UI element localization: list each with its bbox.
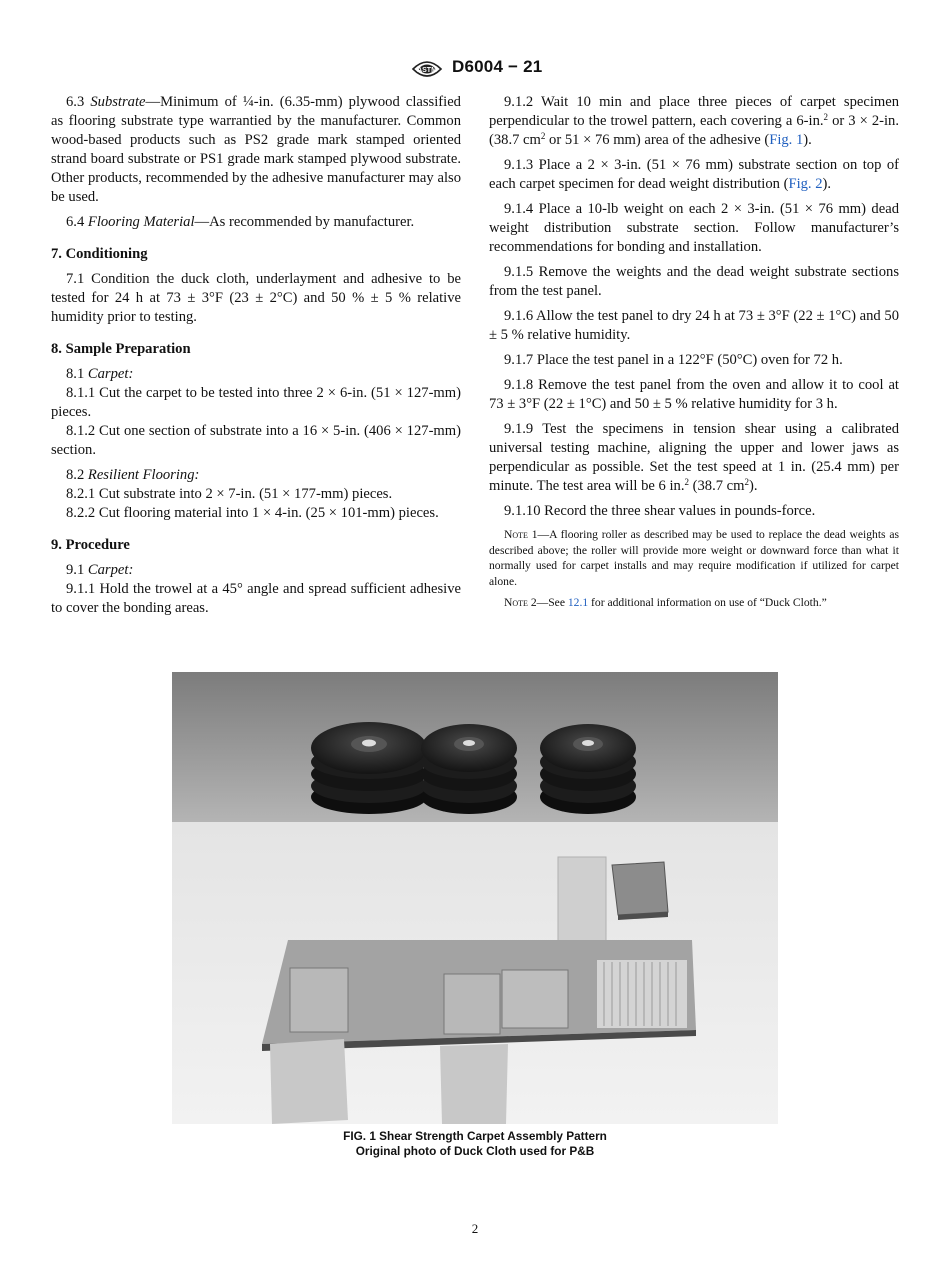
weight-stack-right — [540, 724, 636, 814]
figure-caption-title: FIG. 1 Shear Strength Carpet Assembly Pattern — [343, 1129, 607, 1143]
section-9-1-2: 9.1.2 Wait 10 min and place three pieces of carpet specimen perpendicular to the trowel pattern, each covering a 6-in.$^2$ or 3 × 2-in. (38.7 $cm^2$ or 51 × 76 mm) area of the adhesive (Fig. 1). — [489, 94, 899, 148]
section-12-1-link[interactable]: 12.1 — [567, 596, 589, 609]
figure-1-photo — [172, 672, 778, 1124]
section-9-1-1: 9.1.1 Hold the trowel at a 45° angle and spread sufficient adhesive to cover the bonding areas. — [51, 581, 461, 616]
weight-stack-middle — [421, 724, 517, 814]
section-9-1-6: 9.1.6 Allow the test panel to dry 24 h at 73 ± 3°F (22 ± 1°C) and 50 ± 5 % relative humidity. — [489, 308, 899, 343]
right-column — [489, 93, 899, 617]
note-2: Note 2—See 12.1 for additional information on use of “Duck Cloth.” — [504, 596, 827, 609]
section-6-4: 6.4 Flooring Material—As recommended by manufacturer. — [66, 214, 415, 230]
section-9-1-10: 9.1.10 Record the three shear values in pounds-force. — [504, 503, 816, 519]
section-8-2-2: 8.2.2 Cut flooring material into 1 × 4-in. (25 × 101-mm) pieces. — [66, 505, 439, 521]
left-column — [51, 93, 461, 624]
fig-1-link[interactable]: Fig. 1 — [769, 132, 804, 148]
section-6-3: 6.3 Substrate—Minimum of ¼-in. (6.35-mm) plywood classified as flooring substrate type warrantied by the manufacturer. Common wood-based products such as PS2 grade mark stamped oriented strand board substrate or PS1 grade mark stamped plywood substrate. Other products, recommended by the adhesive manufacturer may also be used. — [51, 94, 461, 205]
section-9-1-5: 9.1.5 Remove the weights and the dead weight substrate sections from the test panel. — [489, 264, 899, 299]
section-8-1-1: 8.1.1 Cut the carpet to be tested into three 2 × 6-in. (51 × 127-mm) pieces. — [51, 385, 461, 420]
section-9-1-4: 9.1.4 Place a 10-lb weight on each 2 × 3-in. (51 × 76 mm) dead weight distribution substrate section. Follow manufacturer’s recommendations for bonding and installation. — [489, 201, 899, 255]
note-1: Note 1—A flooring roller as described may be used to replace the dead weights as described above; the roller will provide more weight or downward force than what it normally used for carpet installs and may require modification if utilized for carpet alone. — [489, 528, 900, 588]
section-7-1: 7.1 Condition the duck cloth, underlayment and adhesive to be tested for 24 h at 73 ± 3°F (23 ± 2°C) and 50 % ± 5 % relative humidity prior to testing. — [51, 271, 461, 325]
section-8-2-1: 8.2.1 Cut substrate into 2 × 7-in. (51 × 177-mm) pieces. — [66, 486, 393, 502]
section-9-1-7: 9.1.7 Place the test panel in a 122°F (50°C) oven for 72 h. — [504, 352, 843, 368]
section-8-1: 8.1 Carpet: — [66, 366, 134, 382]
heading-procedure: 9. Procedure — [51, 537, 130, 553]
section-8-2: 8.2 Resilient Flooring: — [66, 467, 200, 483]
document-id: D6004 − 21 — [452, 57, 543, 76]
section-9-1: 9.1 Carpet: — [66, 562, 134, 578]
svg-text:ASTM: ASTM — [417, 67, 437, 74]
loose-duck-cloth-strip — [558, 857, 606, 941]
section-9-1-8: 9.1.8 Remove the test panel from the oven and allow it to cool at 73 ± 3°F (22 ± 1°C) and 50 ± 5 % relative humidity for 3 h. — [489, 377, 899, 412]
page-number: 2 — [471, 1221, 479, 1236]
carpet-specimen-middle — [440, 974, 508, 1124]
astm-logo-icon — [410, 56, 444, 82]
figure-caption-subtitle: Original photo of Duck Cloth used for P&B — [355, 1144, 595, 1158]
section-8-1-2: 8.1.2 Cut one section of substrate into a 16 × 5-in. (406 × 127-mm) section. — [51, 423, 461, 458]
page-header — [0, 56, 950, 82]
section-9-1-9: 9.1.9 Test the specimens in tension shear using a calibrated universal testing machine, aligning the upper and lower jaws as perpendicular as possible. Set the test speed at 1 in. (25.4 mm) per minute. The test area will be 6 in.$^2$ (38.7 $cm^2$). — [489, 421, 899, 494]
section-9-1-3: 9.1.3 Place a 2 × 3-in. (51 × 76 mm) substrate section on top of each carpet specimen for dead weight distribution (Fig. 2). — [489, 157, 899, 192]
carpet-specimen-right — [502, 970, 568, 1028]
loose-substrate-piece — [612, 862, 668, 920]
heading-sample-preparation: 8. Sample Preparation — [51, 341, 191, 357]
heading-conditioning: 7. Conditioning — [51, 246, 148, 262]
fig-2-link[interactable]: Fig. 2 — [788, 176, 823, 192]
weight-stack-left — [311, 722, 427, 814]
